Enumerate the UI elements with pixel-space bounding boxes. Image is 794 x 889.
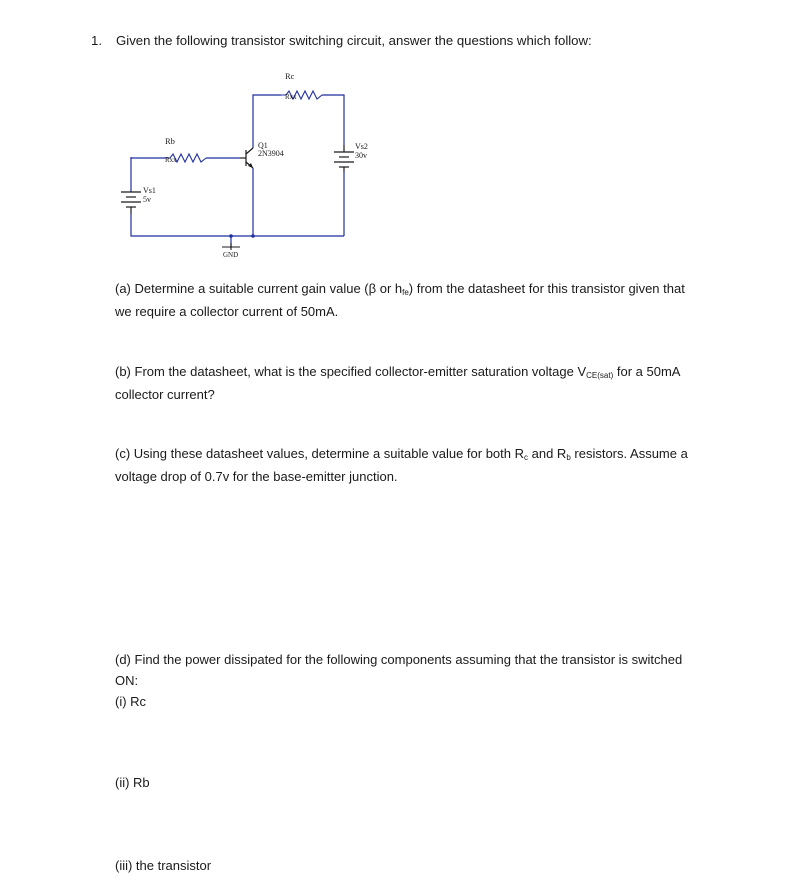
junction-dot xyxy=(251,234,255,238)
part-a-line2: we require a collector current of 50mA. xyxy=(115,304,339,319)
vs2-value: 30v xyxy=(355,151,367,160)
junction-dot xyxy=(229,234,233,238)
part-d-item-iii: (iii) the transistor xyxy=(115,858,212,873)
rb-label: Rb xyxy=(165,136,175,146)
battery-vs1 xyxy=(121,192,141,214)
part-b-line2: collector current? xyxy=(115,387,215,402)
battery-vs2 xyxy=(334,145,354,172)
q-part-number: 2N3904 xyxy=(258,149,284,158)
part-a-text-cont: ) from the datasheet for this transistor given that xyxy=(408,281,685,296)
part-c-subscript-b: b xyxy=(566,453,571,462)
question-number: 1. xyxy=(91,33,102,48)
part-c-text-cont: resistors. Assume a xyxy=(570,446,688,461)
rb-value: Rxx xyxy=(165,156,177,164)
part-c-subscript-c: c xyxy=(524,453,529,462)
part-b-text-cont: for a 50mA xyxy=(613,364,681,379)
gnd-label: GND xyxy=(223,251,239,259)
part-b xyxy=(115,361,735,405)
part-d-item-iii-block xyxy=(115,855,735,876)
part-d-item-ii: (ii) Rb xyxy=(115,775,150,790)
part-c xyxy=(115,443,735,487)
vs2-label: Vs2 xyxy=(355,142,368,151)
part-d-line2: ON: xyxy=(115,673,139,688)
ground-icon xyxy=(222,243,240,250)
part-d xyxy=(115,649,735,712)
wire-collector-top xyxy=(253,95,281,100)
q-label: Q1 xyxy=(258,141,268,150)
vs1-value: 5v xyxy=(143,195,151,204)
rc-value: Rxx xyxy=(285,93,297,101)
wire-bottom xyxy=(131,214,344,236)
part-a-text: (a) Determine a suitable current gain value (β or h xyxy=(115,281,403,296)
part-d-item-ii-block xyxy=(115,772,735,793)
wire-vs1-to-rb xyxy=(131,157,165,158)
part-b-text: (b) From the datasheet, what is the specified collector-emitter saturation voltage V xyxy=(115,364,587,379)
part-a-subscript: fe xyxy=(402,288,409,297)
part-c-text: (c) Using these datasheet values, determine a suitable value for both R xyxy=(115,446,525,461)
part-c-text-mid: and R xyxy=(528,446,567,461)
vs1-label: Vs1 xyxy=(143,186,156,195)
part-d-item-i: (i) Rc xyxy=(115,694,147,709)
wire-rc-to-vs2 xyxy=(322,95,344,145)
part-d-line1: (d) Find the power dissipated for the following components assuming that the transistor is switched xyxy=(115,652,683,667)
question-title: Given the following transistor switching circuit, answer the questions which follow: xyxy=(116,33,592,48)
part-b-subscript: CE(sat) xyxy=(586,371,614,380)
rc-label: Rc xyxy=(285,71,295,81)
circuit-wires xyxy=(131,95,344,248)
part-a xyxy=(115,278,735,322)
circuit-diagram xyxy=(0,0,794,290)
part-c-line2: voltage drop of 0.7v for the base-emitter junction. xyxy=(115,469,398,484)
